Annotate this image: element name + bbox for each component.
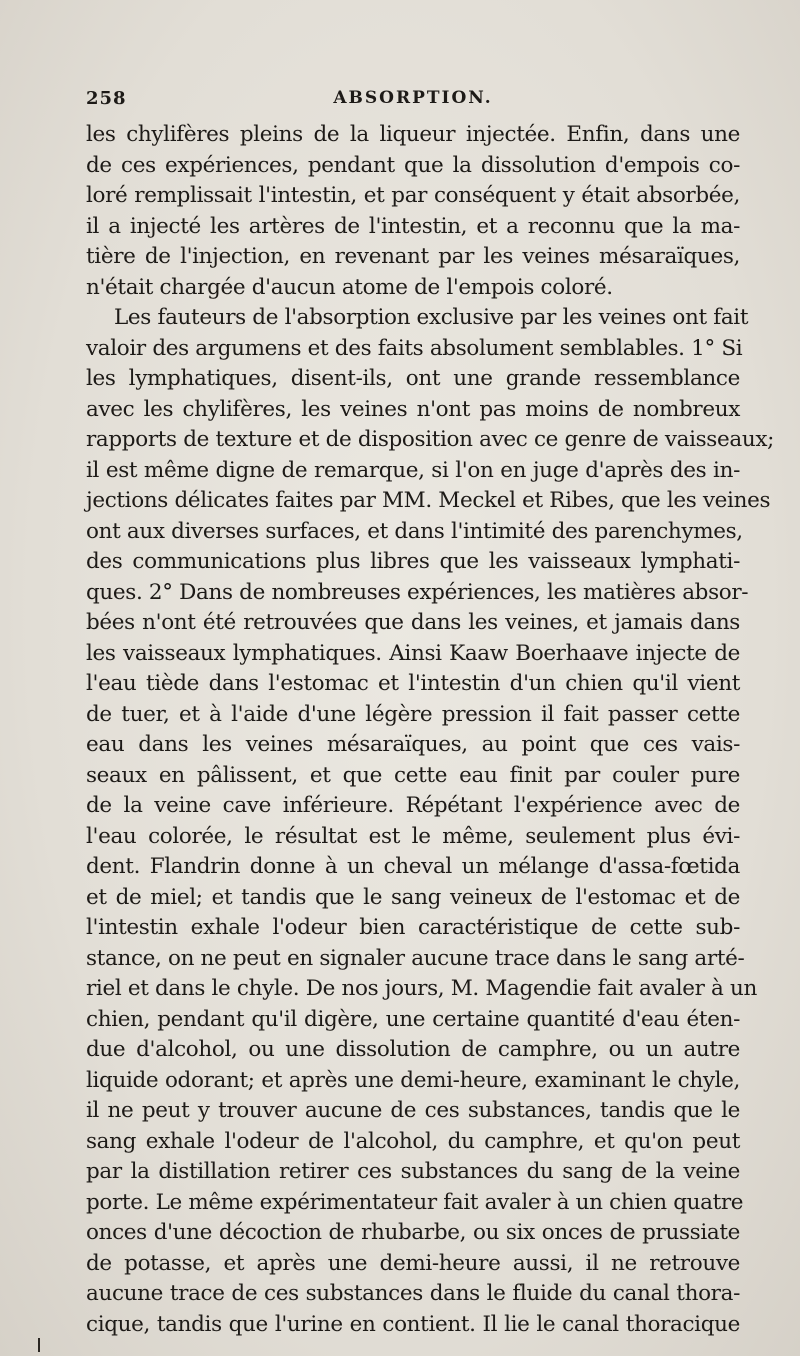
text-line: ont aux diverses surfaces, et dans l'intimité des parenchymes,	[86, 518, 743, 544]
text-line: des communications plus libres que les vaisseaux lymphati-	[86, 549, 740, 574]
text-line: il est même digne de remarque, si l'on en juge d'après des in-	[86, 457, 740, 483]
text-line: l'eau colorée, le résultat est le même, seulement plus évi-	[86, 823, 740, 849]
text-line: riel et dans le chyle. De nos jours, M. Magendie fait avaler à un	[86, 976, 757, 1001]
body-text	[86, 120, 774, 1340]
text-line: dent. Flandrin donne à un cheval un mélange d'assa-fœtida	[86, 854, 740, 879]
text-line: avec les chylifères, les veines n'ont pas moins de nombreux	[86, 396, 740, 422]
text-line: tière de l'injection, en revenant par les veines mésaraïques,	[86, 244, 740, 269]
text-line: de la veine cave inférieure. Répétant l'expérience avec de	[86, 793, 740, 818]
page-header	[86, 88, 740, 116]
text-line: liquide odorant; et après une demi-heure, examinant le chyle,	[86, 1067, 740, 1093]
text-line: l'eau tiède dans l'estomac et l'intestin d'un chien qu'il vient	[86, 671, 740, 696]
text-line: de tuer, et à l'aide d'une légère pression il fait passer cette	[86, 701, 740, 727]
text-line: seaux en pâlissent, et que cette eau finit par couler pure	[86, 762, 740, 788]
text-line: eau dans les veines mésaraïques, au point que ces vais-	[86, 732, 740, 757]
text-line: jections délicates faites par MM. Meckel et Ribes, que les veines	[86, 488, 771, 513]
text-line: par la distillation retirer ces substances du sang de la veine	[86, 1159, 740, 1184]
text-line: porte. Le même expérimentateur fait avaler à un chien quatre	[86, 1189, 744, 1215]
text-line: aucune trace de ces substances dans le fluide du canal thora-	[86, 1281, 740, 1306]
text-line: de ces expériences, pendant que la dissolution d'empois co-	[86, 152, 740, 178]
page-number: 258	[86, 88, 127, 109]
text-line: chien, pendant qu'il digère, une certaine quantité d'eau éten-	[86, 1006, 740, 1032]
text-line: l'intestin exhale l'odeur bien caractéristique de cette sub-	[86, 915, 740, 940]
text-line: les lymphatiques, disent-ils, ont une grande ressemblance	[86, 366, 740, 391]
text-line: il a injecté les artères de l'intestin, et a reconnu que la ma-	[86, 213, 740, 239]
text-line: cique, tandis que l'urine en contient. Il lie le canal thoracique	[86, 1311, 740, 1337]
text-line: il ne peut y trouver aucune de ces substances, tandis que le	[86, 1098, 740, 1123]
text-line: de potasse, et après une demi-heure aussi, il ne retrouve	[86, 1250, 740, 1276]
text-line: valoir des argumens et des faits absolument semblables. 1° Si	[86, 335, 743, 361]
text-line: et de miel; et tandis que le sang veineux de l'estomac et de	[86, 884, 740, 910]
running-head: ABSORPTION.	[333, 88, 493, 108]
text-line: n'était chargée d'aucun atome de l'empois coloré.	[86, 274, 613, 300]
text-line: bées n'ont été retrouvées que dans les veines, et jamais dans	[86, 610, 740, 635]
text-line: rapports de texture et de disposition avec ce genre de vaisseaux;	[86, 427, 774, 452]
text-line: les vaisseaux lymphatiques. Ainsi Kaaw Boerhaave injecte de	[86, 640, 740, 666]
text-line: stance, on ne peut en signaler aucune trace dans le sang arté-	[86, 945, 745, 971]
text-line: sang exhale l'odeur de l'alcohol, du camphre, et qu'on peut	[86, 1128, 740, 1154]
text-line: loré remplissait l'intestin, et par conséquent y était absorbée,	[86, 183, 740, 208]
text-line: ques. 2° Dans de nombreuses expériences, les matières absor-	[86, 579, 749, 605]
text-line: due d'alcohol, ou une dissolution de camphre, ou un autre	[86, 1037, 740, 1062]
scan-mark	[38, 1338, 40, 1352]
text-line: onces d'une décoction de rhubarbe, ou six onces de prussiate	[86, 1220, 740, 1245]
text-line: Les fauteurs de l'absorption exclusive par les veines ont fait	[114, 305, 749, 330]
text-line: les chylifères pleins de la liqueur injectée. Enfin, dans une	[86, 122, 740, 147]
